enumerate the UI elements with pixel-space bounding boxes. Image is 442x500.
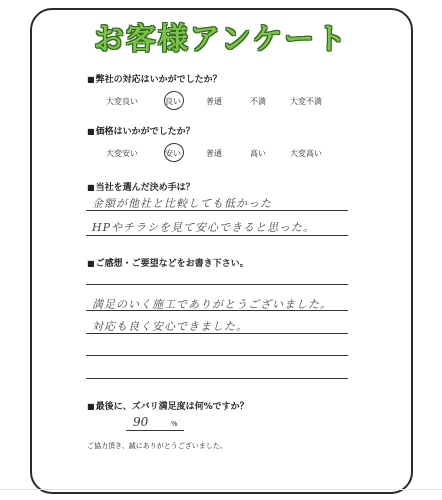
satisfaction-unit: % <box>171 420 178 428</box>
option-price-5[interactable]: 大変高い <box>290 149 322 158</box>
reason-answer-line-1: 金額が他社と比較しても低かった <box>92 197 272 210</box>
option-service-1[interactable]: 大変良い <box>106 97 138 106</box>
satisfaction-rule <box>126 430 184 431</box>
answer-rule <box>86 284 348 285</box>
answer-rule <box>86 310 348 311</box>
comment-answer-line-1: 満足のいく施工でありがとうございました。 <box>92 298 332 311</box>
answer-rule <box>86 333 348 334</box>
answer-rule <box>86 355 348 356</box>
option-service-4[interactable]: 不満 <box>250 97 266 106</box>
comment-answer-line-2: 対応も良く安心できました。 <box>92 320 248 333</box>
option-price-1[interactable]: 大変安い <box>106 149 138 158</box>
question-price-options <box>100 148 350 162</box>
option-price-3[interactable]: 普通 <box>206 149 222 158</box>
option-service-2[interactable]: 良い <box>165 97 181 106</box>
question-service-options <box>100 96 350 110</box>
option-service-3[interactable]: 普通 <box>206 97 222 106</box>
satisfaction-value: 90 <box>133 415 149 429</box>
question-reason-label: ■ 当社を選んだ決め手は？ <box>87 180 195 193</box>
footer-divider <box>0 489 442 490</box>
answer-rule <box>86 235 348 236</box>
option-price-4[interactable]: 高い <box>250 149 266 158</box>
question-comments-label: ■ ご感想・ご要望などをお書き下さい。 <box>87 256 249 269</box>
answer-rule <box>86 378 348 379</box>
question-price-label: ■ 価格はいかがでしたか？ <box>87 124 195 137</box>
question-service-label: ■ 弊社の対応はいかがでしたか？ <box>87 72 222 85</box>
survey-title: お客様アンケート <box>93 22 349 57</box>
thanks-message: ご協力頂き、誠にありがとうございました。 <box>87 442 227 450</box>
question-satisfaction-label: ■ 最後に、ズバリ満足度は何%ですか？ <box>87 399 249 412</box>
reason-answer-line-2: HPやチラシを見て安心できると思った。 <box>92 221 315 234</box>
option-service-5[interactable]: 大変不満 <box>290 97 322 106</box>
answer-rule <box>86 210 348 211</box>
option-price-2[interactable]: 安い <box>165 149 181 158</box>
